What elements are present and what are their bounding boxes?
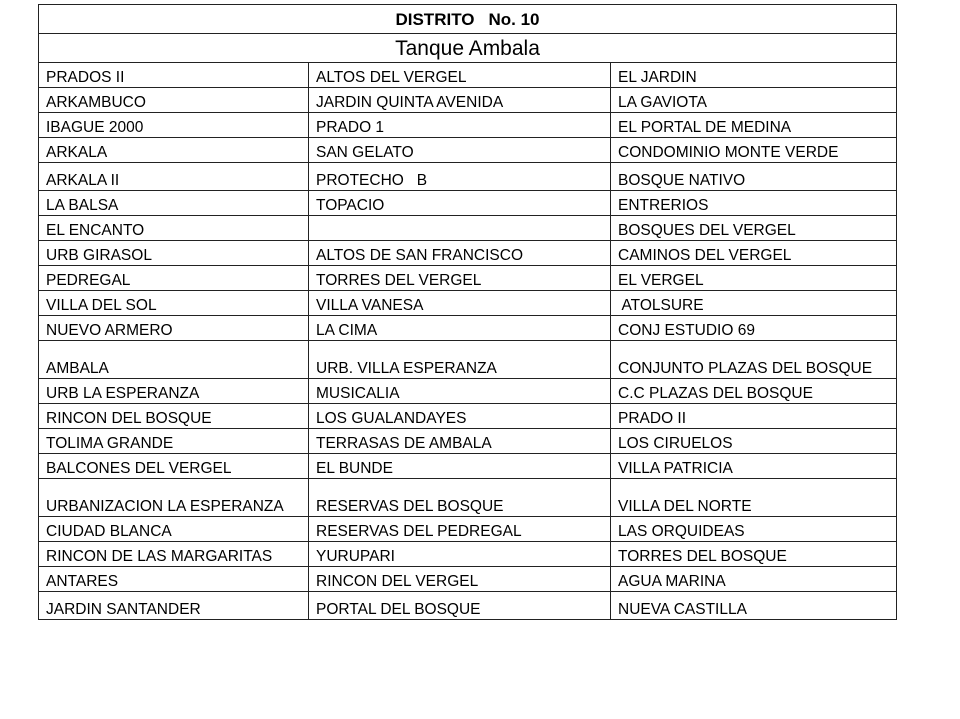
table-row: [39, 216, 897, 241]
table-cell: CIUDAD BLANCA: [39, 517, 309, 542]
table-row: [39, 592, 897, 620]
table-cell: URBANIZACION LA ESPERANZA: [39, 479, 309, 517]
table-cell: BOSQUES DEL VERGEL: [611, 216, 897, 241]
table-row: [39, 341, 897, 379]
district-table: [38, 4, 897, 620]
table-row: [39, 63, 897, 88]
table-row: [39, 266, 897, 291]
table-cell: RINCON DE LAS MARGARITAS: [39, 542, 309, 567]
table-cell: PRADOS II: [39, 63, 309, 88]
table-cell: EL BUNDE: [309, 454, 611, 479]
table-cell: VILLA PATRICIA: [611, 454, 897, 479]
table-row: [39, 316, 897, 341]
table-row: [39, 379, 897, 404]
table-cell: LOS GUALANDAYES: [309, 404, 611, 429]
table-cell: C.C PLAZAS DEL BOSQUE: [611, 379, 897, 404]
table-cell: PRADO II: [611, 404, 897, 429]
table-cell: PORTAL DEL BOSQUE: [309, 592, 611, 620]
table-cell: EL JARDIN: [611, 63, 897, 88]
table-cell: CAMINOS DEL VERGEL: [611, 241, 897, 266]
table-cell: ARKALA II: [39, 163, 309, 191]
table-cell: EL VERGEL: [611, 266, 897, 291]
table-cell: LAS ORQUIDEAS: [611, 517, 897, 542]
table-cell: RESERVAS DEL PEDREGAL: [309, 517, 611, 542]
table-row: [39, 479, 897, 517]
table-cell: RINCON DEL VERGEL: [309, 567, 611, 592]
table-row: [39, 241, 897, 266]
table-cell: SAN GELATO: [309, 138, 611, 163]
table-cell: VILLA VANESA: [309, 291, 611, 316]
district-sheet: [38, 4, 896, 620]
table-cell: ARKAMBUCO: [39, 88, 309, 113]
table-cell: ENTRERIOS: [611, 191, 897, 216]
table-cell: YURUPARI: [309, 542, 611, 567]
table-cell: ALTOS DEL VERGEL: [309, 63, 611, 88]
table-cell: TERRASAS DE AMBALA: [309, 429, 611, 454]
table-cell: TOPACIO: [309, 191, 611, 216]
table-cell: EL ENCANTO: [39, 216, 309, 241]
table-cell: JARDIN QUINTA AVENIDA: [309, 88, 611, 113]
tank-name: Tanque Ambala: [39, 34, 897, 63]
table-cell: TORRES DEL VERGEL: [309, 266, 611, 291]
table-cell: IBAGUE 2000: [39, 113, 309, 138]
table-row: [39, 88, 897, 113]
table-cell: AGUA MARINA: [611, 567, 897, 592]
table-row: [39, 138, 897, 163]
table-cell: ARKALA: [39, 138, 309, 163]
table-cell: NUEVO ARMERO: [39, 316, 309, 341]
table-cell: [309, 216, 611, 241]
table-cell: TOLIMA GRANDE: [39, 429, 309, 454]
table-cell: URB. VILLA ESPERANZA: [309, 341, 611, 379]
table-cell: BOSQUE NATIVO: [611, 163, 897, 191]
title-row: [39, 5, 897, 34]
district-number: No. 10: [488, 9, 540, 29]
table-row: [39, 163, 897, 191]
table-cell: CONDOMINIO MONTE VERDE: [611, 138, 897, 163]
table-cell: VILLA DEL NORTE: [611, 479, 897, 517]
table-cell: CONJUNTO PLAZAS DEL BOSQUE: [611, 341, 897, 379]
table-cell: URB GIRASOL: [39, 241, 309, 266]
table-cell: MUSICALIA: [309, 379, 611, 404]
district-title: [39, 5, 897, 34]
table-cell: LOS CIRUELOS: [611, 429, 897, 454]
table-cell: JARDIN SANTANDER: [39, 592, 309, 620]
table-cell: ALTOS DE SAN FRANCISCO: [309, 241, 611, 266]
district-label: DISTRITO: [395, 9, 475, 29]
table-cell: BALCONES DEL VERGEL: [39, 454, 309, 479]
table-cell: RINCON DEL BOSQUE: [39, 404, 309, 429]
table-cell: LA BALSA: [39, 191, 309, 216]
table-cell: VILLA DEL SOL: [39, 291, 309, 316]
table-row: [39, 429, 897, 454]
table-cell: RESERVAS DEL BOSQUE: [309, 479, 611, 517]
table-cell: PRADO 1: [309, 113, 611, 138]
table-cell: LA GAVIOTA: [611, 88, 897, 113]
table-cell: NUEVA CASTILLA: [611, 592, 897, 620]
table-cell: ANTARES: [39, 567, 309, 592]
table-row: [39, 454, 897, 479]
table-row: [39, 542, 897, 567]
table-cell: TORRES DEL BOSQUE: [611, 542, 897, 567]
table-cell: URB LA ESPERANZA: [39, 379, 309, 404]
table-row: [39, 517, 897, 542]
table-row: [39, 291, 897, 316]
subtitle-row: [39, 34, 897, 63]
table-row: [39, 404, 897, 429]
table-cell: PROTECHO B: [309, 163, 611, 191]
table-cell: EL PORTAL DE MEDINA: [611, 113, 897, 138]
table-cell: ATOLSURE: [611, 291, 897, 316]
table-cell: AMBALA: [39, 341, 309, 379]
table-cell: LA CIMA: [309, 316, 611, 341]
table-row: [39, 113, 897, 138]
table-row: [39, 567, 897, 592]
table-cell: PEDREGAL: [39, 266, 309, 291]
table-cell: CONJ ESTUDIO 69: [611, 316, 897, 341]
table-row: [39, 191, 897, 216]
